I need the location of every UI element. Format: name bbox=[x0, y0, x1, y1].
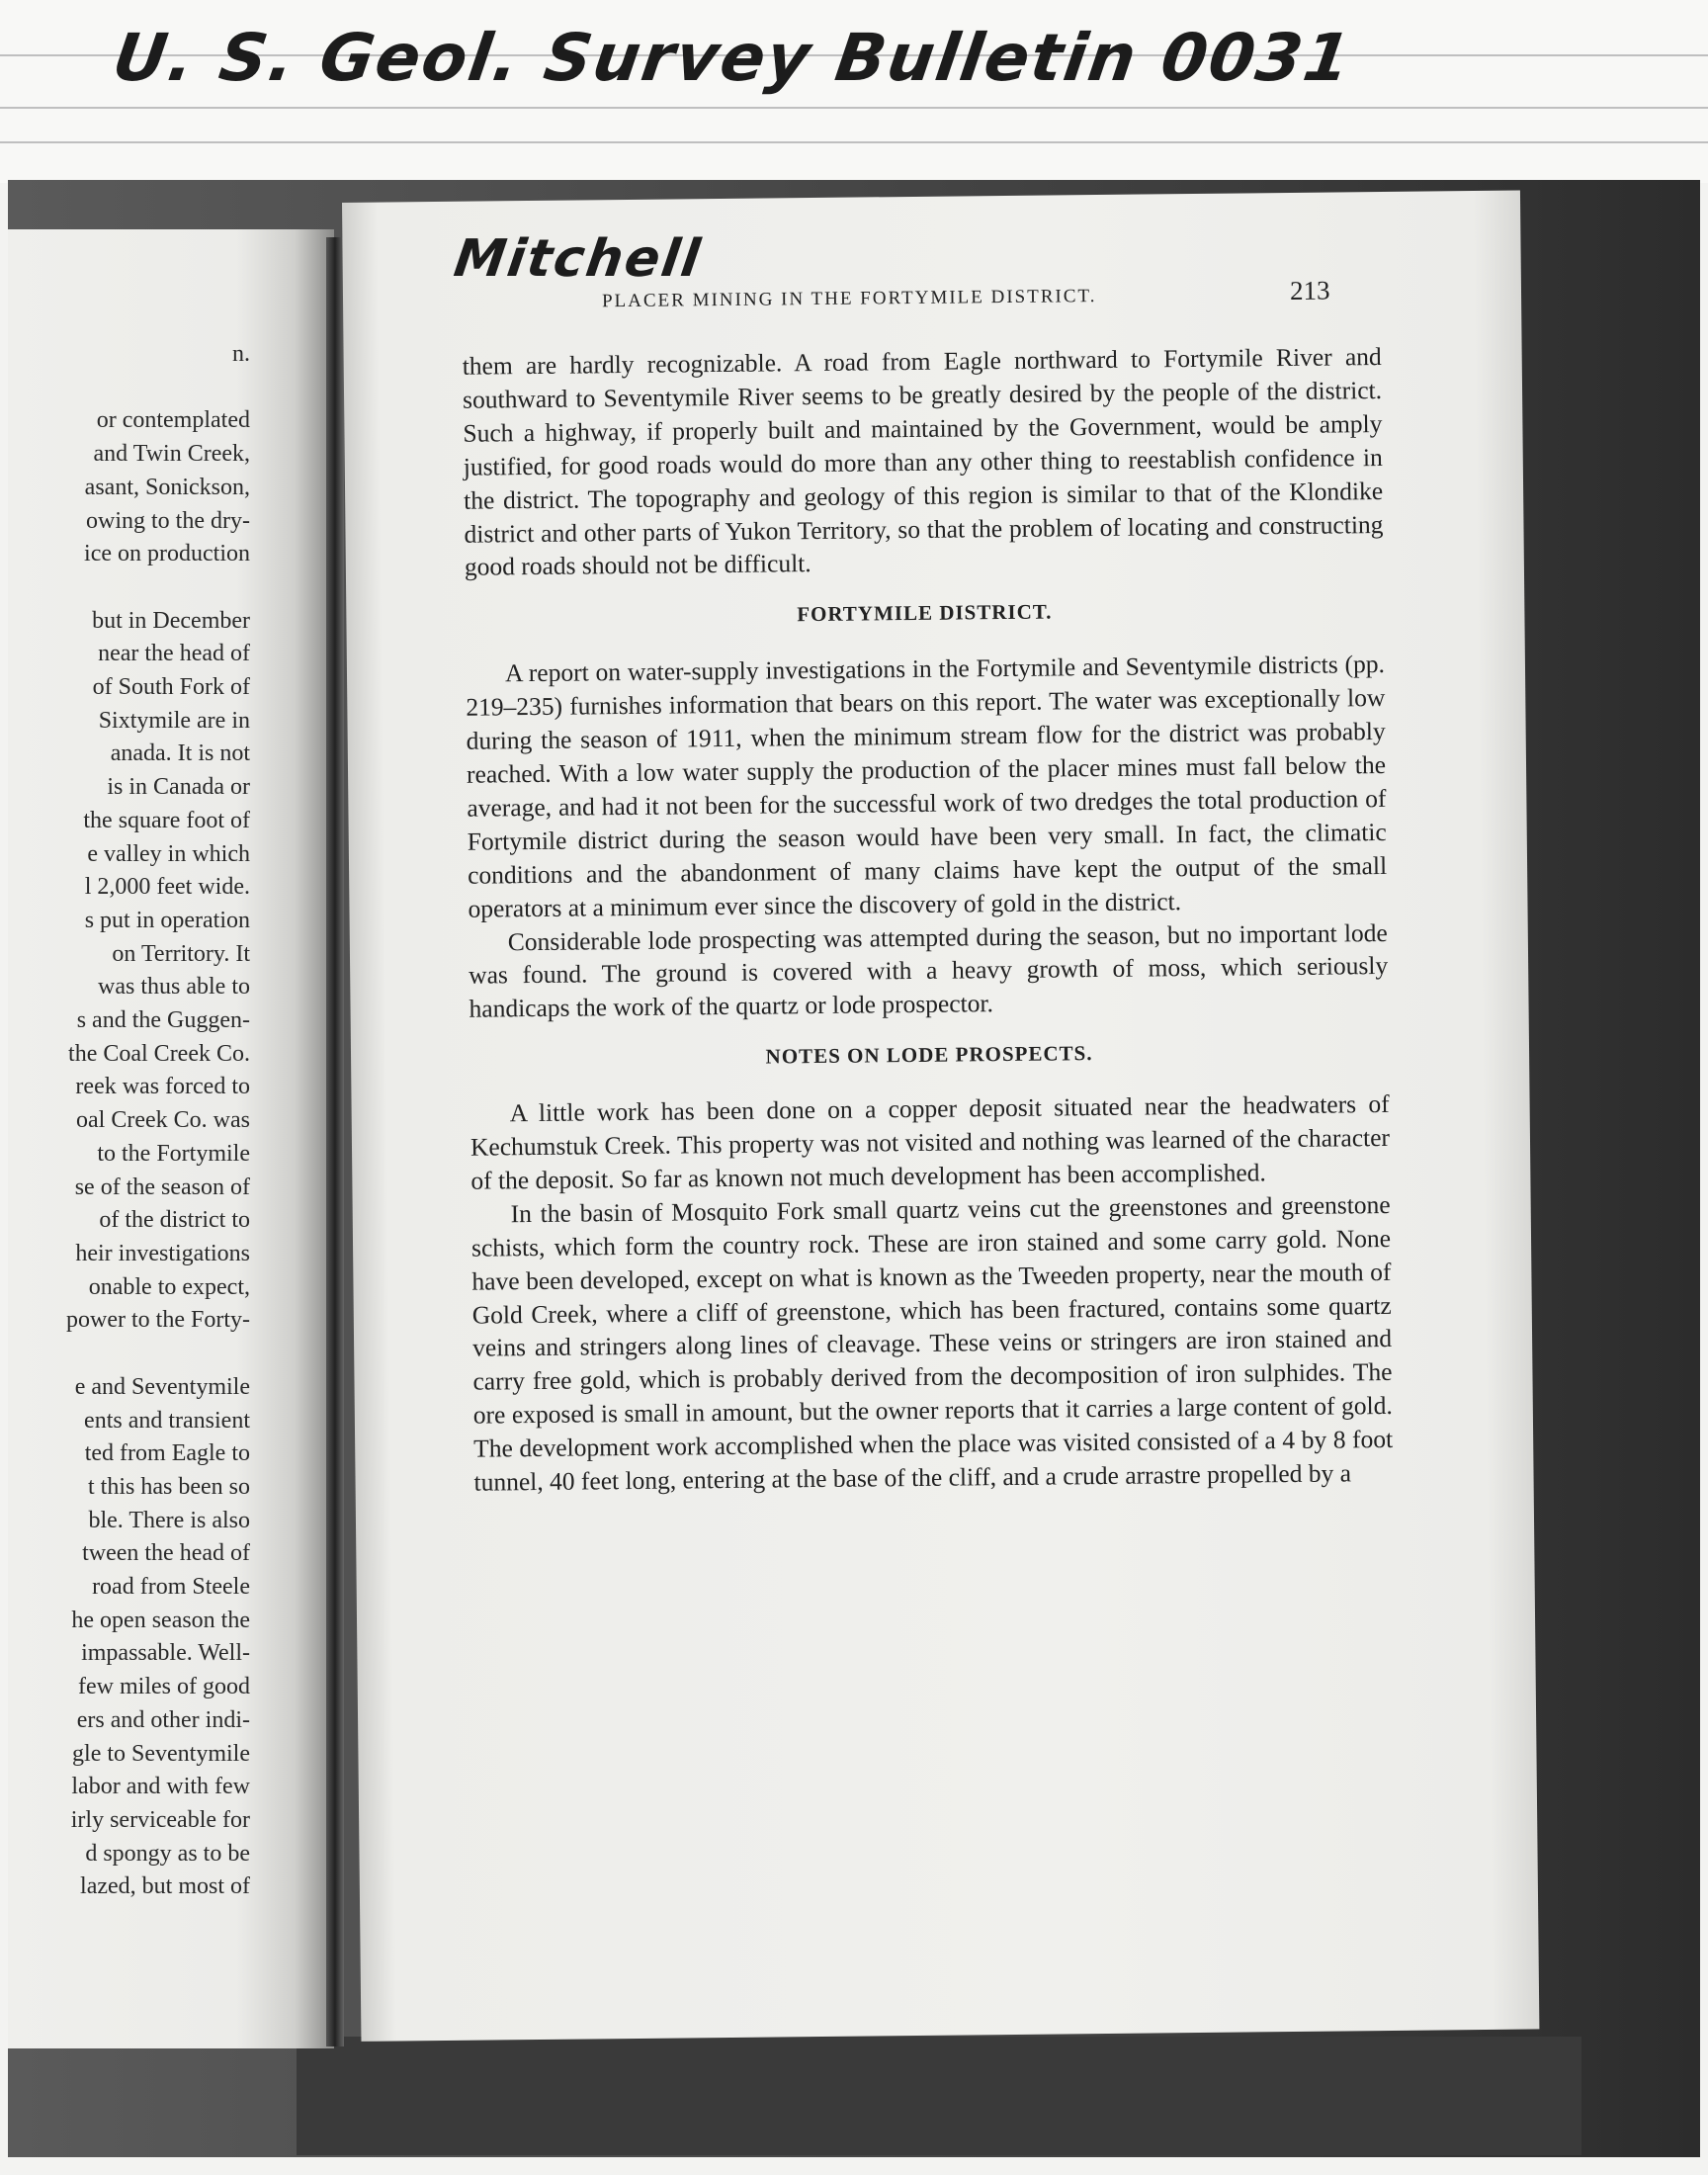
page-body bbox=[463, 340, 1394, 1500]
left-page-line: of the district to bbox=[99, 1207, 250, 1234]
left-page-line: impassable. Well- bbox=[81, 1640, 250, 1667]
left-page-line: onable to expect, bbox=[88, 1273, 250, 1300]
left-page-line: n. bbox=[232, 341, 250, 367]
left-page-line: Sixtymile are in bbox=[98, 707, 250, 734]
running-head: PLACER MINING IN THE FORTYMILE DISTRICT. bbox=[601, 286, 1097, 312]
left-page-line: the Coal Creek Co. bbox=[68, 1040, 250, 1067]
left-page-line: near the head of bbox=[98, 641, 250, 667]
left-page-line bbox=[8, 372, 250, 405]
handwritten-margin-note: Mitchell bbox=[450, 229, 706, 289]
left-page-line: to the Fortymile bbox=[97, 1140, 250, 1167]
section-heading: NOTES ON LODE PROSPECTS. bbox=[765, 1041, 1093, 1069]
paragraph: In the basin of Mosquito Fork small quartz veins cut the greenstones and greenstone schists, which form the country rock. These are iron stained and some carry gold. None have been developed, except on what is known as the Tweeden property, near the mouth of Gold Creek, where a cliff of greenstone, which has been fractured, contains some quartz veins and stringers along lines of cleavage. These veins or stringers are iron stained and carry free gold, which is probably derived from the decomposition of iron sulphides. The ore exposed is small in amount, but the owner reports that it carries a large content of gold. The development work accomplished when the place was visited consisted of a 4 by 8 foot tunnel, 40 feet long, entering at the base of the cliff, and a crude arrastre propelled by a bbox=[470, 1189, 1394, 1497]
left-page-text bbox=[8, 338, 250, 1904]
left-page-line: oal Creek Co. was bbox=[76, 1107, 250, 1134]
left-page-line bbox=[8, 1338, 250, 1371]
left-page-line: ers and other indi- bbox=[76, 1706, 250, 1733]
rule-line bbox=[0, 107, 1708, 109]
section-heading: FORTYMILE DISTRICT. bbox=[797, 599, 1053, 627]
left-page-line: s and the Guggen- bbox=[76, 1007, 250, 1034]
left-page-line: ice on production bbox=[84, 541, 250, 567]
left-page-line: anada. It is not bbox=[110, 740, 250, 767]
left-page-line: reek was forced to bbox=[75, 1074, 250, 1100]
left-page-line: e and Seventymile bbox=[74, 1373, 250, 1400]
left-page-line: owing to the dry- bbox=[86, 507, 250, 534]
left-page-line: gle to Seventymile bbox=[72, 1740, 250, 1767]
left-page-line: tween the head of bbox=[82, 1540, 250, 1567]
left-page-line: s put in operation bbox=[84, 907, 250, 933]
left-page-line: irly serviceable for bbox=[70, 1806, 250, 1833]
left-page-line: ble. There is also bbox=[88, 1507, 250, 1533]
left-page-line: ents and transient bbox=[84, 1407, 250, 1434]
left-page-line: asant, Sonickson, bbox=[84, 474, 250, 500]
left-page-line: was thus able to bbox=[98, 974, 250, 1000]
left-page-line: lazed, but most of bbox=[80, 1873, 250, 1900]
left-page-line: road from Steele bbox=[92, 1574, 250, 1601]
page-number: 213 bbox=[1289, 275, 1330, 305]
left-page-line: heir investigations bbox=[75, 1240, 250, 1266]
book-gutter bbox=[326, 237, 344, 2046]
paragraph: A report on water-supply investigations in the Fortymile and Seventymile districts (pp. 219–235) furnishes information that bears on this report. The water was exceptionally low during the season of 1911, when the minimum stream flow for the district was probably reached. With a low water supply the production of the placer mines must fall below the average, and had it not been for the successful work of two dredges the total production of Fortymile district during the season would have been very small. In fact, the climatic conditions and the abandonment of many claims have kept the output of the small operators at a minimum ever since the discovery of gold in the district. bbox=[466, 650, 1388, 923]
left-page-line: se of the season of bbox=[74, 1174, 250, 1200]
left-page-line: t this has been so bbox=[88, 1473, 250, 1500]
left-page-line: l 2,000 feet wide. bbox=[84, 874, 250, 901]
left-page-line: and Twin Creek, bbox=[93, 441, 250, 468]
left-page-line: of South Fork of bbox=[92, 674, 250, 701]
left-page-line: labor and with few bbox=[71, 1774, 250, 1800]
left-page-line: few miles of good bbox=[78, 1674, 250, 1700]
left-page-line: he open season the bbox=[71, 1607, 250, 1633]
left-page-line bbox=[8, 571, 250, 605]
left-page-line: on Territory. It bbox=[112, 940, 250, 967]
paragraph: them are hardly recognizable. A road from Eagle northward to Fortymile River and southward to Seventymile River seems to be greatly desired by the people of the district. Such a highway, if properly built and maintained by the Government, would be amply justified, for good roads would do more than any other thing to reestablish confidence in the district. The topography and geology of this region is similar to that of the Klondike district and other parts of Yukon Territory, so that the problem of locating and constructing good roads should not be difficult. bbox=[462, 341, 1384, 582]
left-page-line: d spongy as to be bbox=[85, 1840, 250, 1867]
right-page bbox=[342, 191, 1539, 2042]
left-page-line: power to the Forty- bbox=[66, 1307, 250, 1334]
left-page-line: is in Canada or bbox=[107, 774, 250, 801]
handwritten-citation: U. S. Geol. Survey Bulletin 0031 bbox=[108, 20, 1357, 96]
left-page-line: but in December bbox=[92, 607, 250, 634]
left-page-line: the square foot of bbox=[83, 807, 250, 833]
rule-line bbox=[0, 141, 1708, 143]
left-page-line: or contemplated bbox=[96, 407, 250, 434]
left-page-line: ted from Eagle to bbox=[84, 1440, 250, 1467]
left-page-line: e valley in which bbox=[87, 840, 250, 867]
paragraph: Considerable lode prospecting was attempted during the season, but no important lode was found. The ground is covered with a heavy growth of moss, which seriously handicaps the work of the quartz or lode prospector. bbox=[469, 917, 1389, 1024]
top-note-sheet bbox=[0, 0, 1708, 183]
paragraph: A little work has been done on a copper deposit situated near the headwaters of Kechumstuk Creek. This property was not visited and nothing was learned of the character of the deposit. So far as known not much development has been accomplished. bbox=[470, 1089, 1391, 1195]
left-facing-page bbox=[8, 229, 334, 2048]
photocopy-shadow bbox=[297, 2037, 1581, 2155]
